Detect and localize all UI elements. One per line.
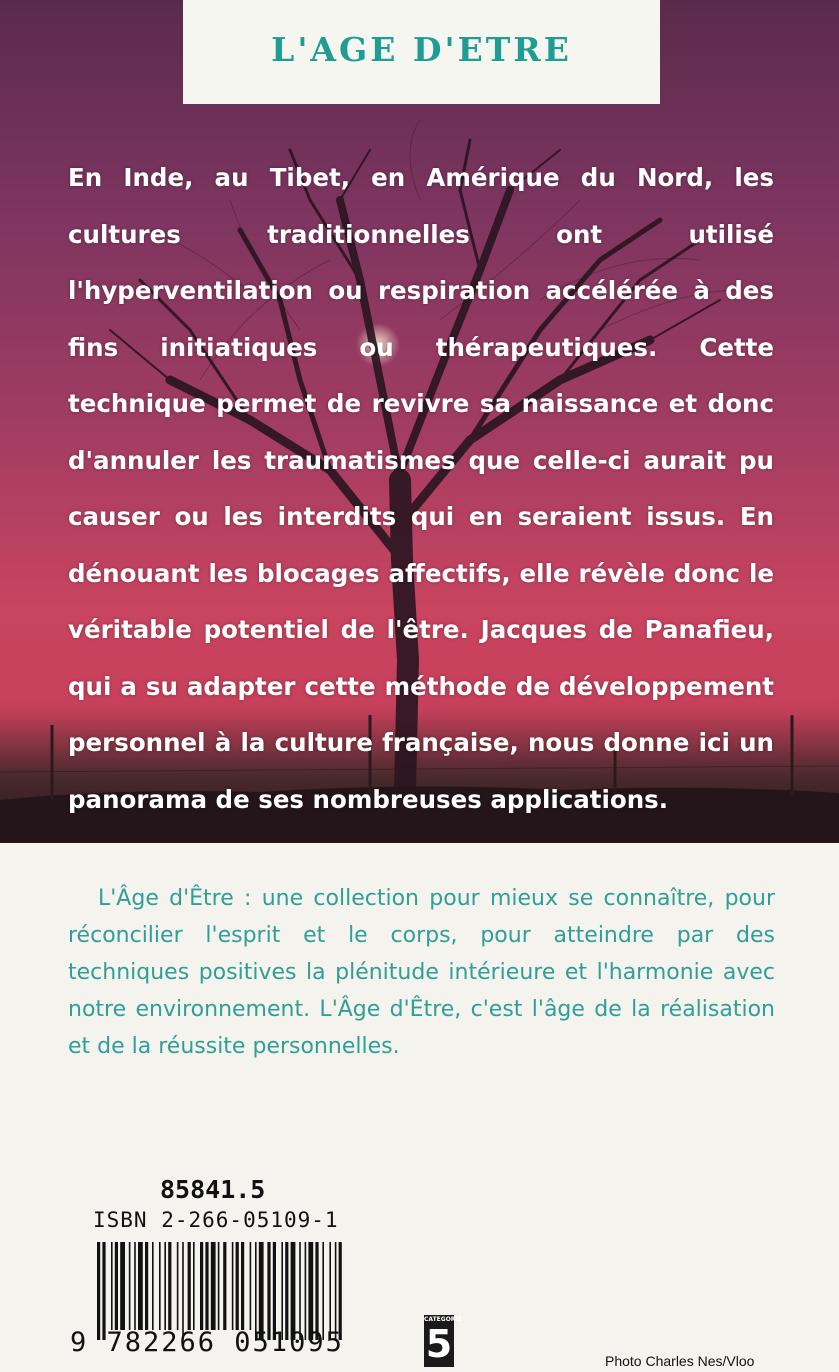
series-title-box xyxy=(183,0,660,104)
category-badge xyxy=(424,1315,462,1367)
series-title: L'AGE D'ETRE xyxy=(271,29,572,69)
barcode-number: 9 782266 051095 xyxy=(70,1327,344,1358)
product-code: 85841.5 xyxy=(160,1175,266,1204)
collection-description: L'Âge d'Être : une collection pour mieux se connaître, pour réconcilier l'esprit et le corps, pour atteindre par des techniques positives la plénitude intérieure et l'harmonie avec notre environnement. L'Âge d'Être, c'est l'âge de la réalisation et de la réussite personnelles. xyxy=(68,886,775,1059)
photo-credit: Photo Charles Nes/Vloo xyxy=(605,1353,755,1369)
back-cover-blurb: En Inde, au Tibet, en Amérique du Nord, les cultures traditionnelles ont utilisé l'hyperventilation ou respiration accélérée à des fins initiatiques ou thérapeutiques. Cette technique permet de revivre sa naissance et donc d'annuler les traumatismes que celle-ci aurait pu causer ou les interdits qui en seraient issus. En dénouant les blocages affectifs, elle révèle donc le véritable potentiel de l'être. Jacques de Panafieu, qui a su adapter cette méthode de développement personnel à la culture française, nous donne ici un panorama de ses nombreuses applications. xyxy=(68,163,774,814)
barcode xyxy=(93,1242,343,1340)
isbn: ISBN 2-266-05109-1 xyxy=(93,1208,339,1232)
category-label: CATEGORIE xyxy=(424,1316,462,1323)
category-number: 5 xyxy=(425,1322,453,1366)
